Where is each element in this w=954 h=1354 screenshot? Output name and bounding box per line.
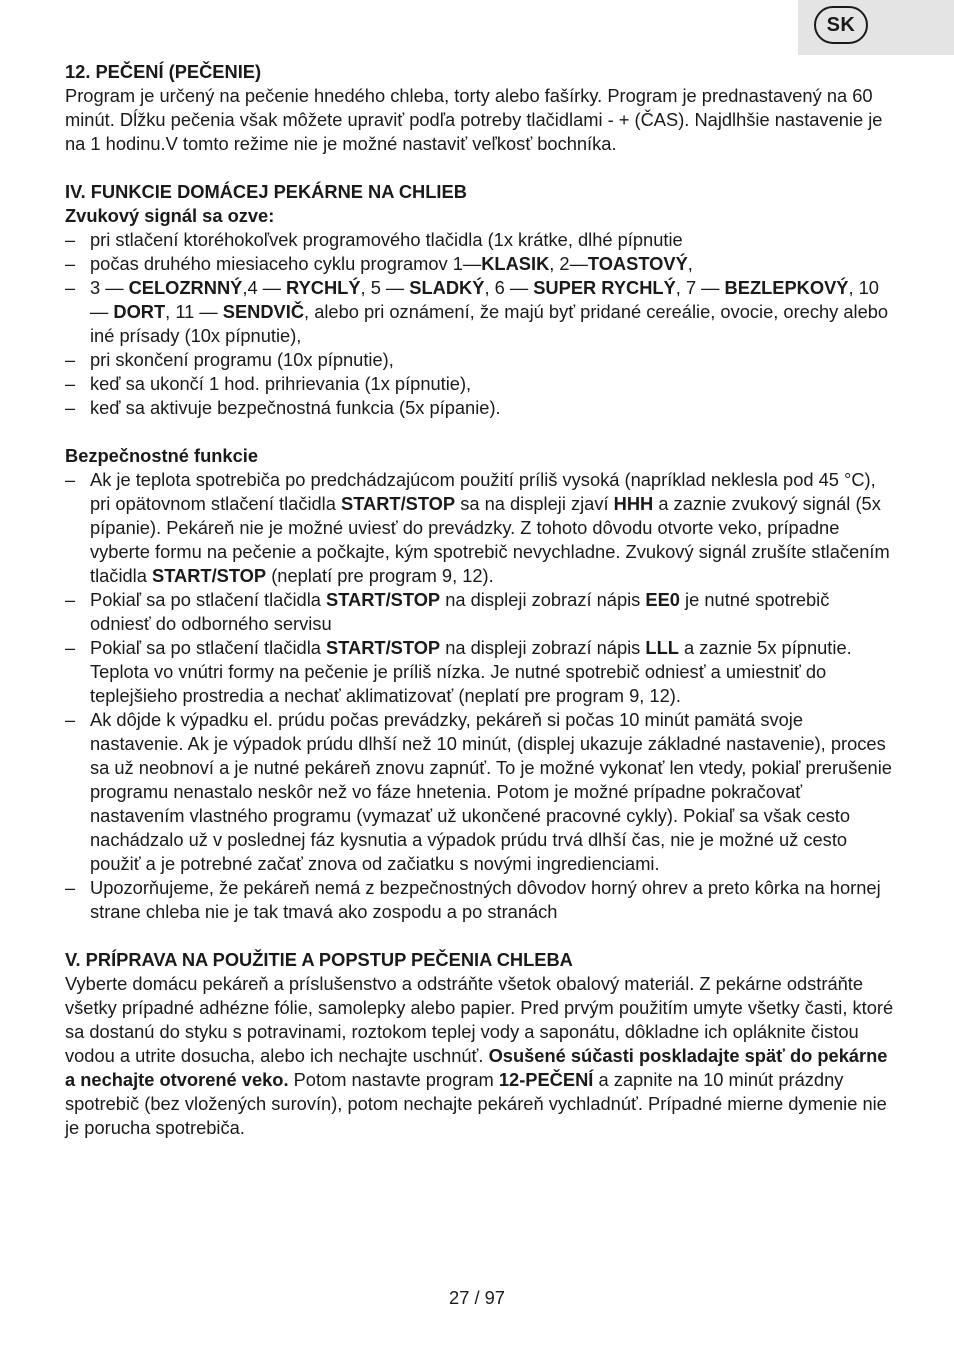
list-item: – pri skončení programu (10x pípnutie),: [65, 348, 895, 372]
list-item: – pri stlačení ktoréhokoľvek programového tlačidla (1x krátke, dlhé pípnutie: [65, 228, 895, 252]
list-item: – keď sa aktivuje bezpečnostná funkcia (5x pípanie).: [65, 396, 895, 420]
section-v-title: V. PRÍPRAVA NA POUŽITIE A POPSTUP PEČENIA CHLEBA: [65, 949, 573, 970]
list-item: – Pokiaľ sa po stlačení tlačidla START/STOP na displeji zobrazí nápis EE0 je nutné spotrebič odniesť do odborného servisu: [65, 588, 895, 636]
list-item: – Pokiaľ sa po stlačení tlačidla START/STOP na displeji zobrazí nápis LLL a zaznie 5x pípnutie. Teplota vo vnútri formy na pečenie je príliš nízka. Je nutné spotrebič odniesť a umiestniť do teplejšieho prostredia a nechať aklimatizovať (neplatí pre program 9, 12).: [65, 636, 895, 708]
section-v-text: Vyberte domácu pekáreň a príslušenstvo a odstráňte všetok obalový materiál. Z pekárne odstráňte všetky prípadné adhézne fólie, samolepky alebo papier. Pred prvým použitím umyte všetky časti, ktoré sa dostanú do styku s potravinami, roztokom teplej vody a saponátu, dôkladne ich opláknite čistou vodou a utrite dosucha, alebo ich nechajte uschnúť. Osušené súčasti poskladajte späť do pekárne a nechajte otvorené veko. Potom nastavte program 12-PEČENÍ a zapnite na 10 minút prázdny spotrebič (bez vložených surovín), potom nechajte pekáreň vychladnúť. Prípadné mierne dymenie nie je porucha spotrebiča.: [65, 973, 894, 1138]
list-item: – Upozorňujeme, že pekáreň nemá z bezpečnostných dôvodov horný ohrev a preto kôrka na hornej strane chleba nie je tak tmavá ako zospodu a po stranách: [65, 876, 895, 924]
section-12-title: 12. PEČENÍ (PEČENIE): [65, 61, 262, 82]
beep-list: [65, 228, 895, 420]
section-iv-title: IV. FUNKCIE DOMÁCEJ PEKÁRNE NA CHLIEB: [65, 181, 467, 202]
list-item: – Ak dôjde k výpadku el. prúdu počas prevádzky, pekáreň si počas 10 minút pamätá svoje nastavenie. Ak je výpadok prúdu dlhší než 10 minút, (displej ukazuje základné nastavenie), proces sa už neobnoví a je nutné pekáreň znovu zapnúť. To je možné vykonať len vtedy, pokiaľ prerušenie programu nenastalo neskôr než vo fáze hnetenia. Potom je možné prípadne pokračovať nastavením vlastného programu (vymazať už ukončené pracovné cykly). Pokiaľ sa však cesto nachádzalo už v poslednej fáz kysnutia a výpadok prúdu trvá dlhší čas, nie je možné už cesto použiť a je potrebné začať znova od začiatku s novými ingredienciami.: [65, 708, 895, 876]
section-12-text: Program je určený na pečenie hnedého chleba, torty alebo fašírky. Program je prednastavený na 60 minút. Dĺžku pečenia však môžete upraviť podľa potreby tlačidlami - + (ČAS). Najdlhšie nastavenie je na 1 hodinu.V tomto režime nie je možné nastaviť veľkosť bochníka.: [65, 85, 883, 154]
language-badge: SK: [814, 6, 868, 44]
list-item: – Ak je teplota spotrebiča po predchádzajúcom použití príliš vysoká (napríklad neklesla pod 45 °C), pri opätovnom stlačení tlačidla START/STOP sa na displeji zjaví HHH a zaznie zvukový signál (5x pípanie). Pekáreň nie je možné uviesť do prevádzky. Z tohoto dôvodu otvorte veko, prípadne vyberte formu na pečenie a počkajte, kým spotrebič nevychladne. Zvukový signál zrušíte stlačením tlačidla START/STOP (neplatí pre program 9, 12).: [65, 468, 895, 588]
list-item: – keď sa ukončí 1 hod. prihrievania (1x pípnutie),: [65, 372, 895, 396]
section-iv-subtitle: Zvukový signál sa ozve:: [65, 205, 275, 226]
list-item: – 3 — CELOZRNNÝ,4 — RYCHLÝ, 5 — SLADKÝ, 6 — SUPER RYCHLÝ, 7 — BEZLEPKOVÝ, 10 — DORT, 11 — SENDVIČ, alebo pri oznámení, že majú byť pridané cereálie, ovocie, orechy alebo iné prísady (10x pípnutie),: [65, 276, 895, 348]
safety-list: [65, 468, 895, 924]
language-tab: [798, 0, 954, 55]
safety-title: Bezpečnostné funkcie: [65, 445, 259, 466]
page-content: [65, 60, 895, 1140]
page-number: 27 / 97: [449, 1287, 505, 1308]
list-item: – počas druhého miesiaceho cyklu programov 1—KLASIK, 2—TOASTOVÝ,: [65, 252, 895, 276]
